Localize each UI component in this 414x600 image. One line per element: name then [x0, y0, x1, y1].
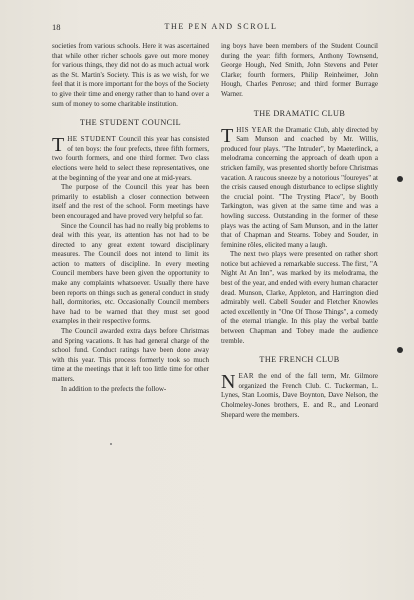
council-paragraph-2: The purpose of the Council this year has been primarily to establish a closer connection between itself and the rest of the school. Form meetings have been encouraged and have proved very helpful so far. [52, 183, 209, 220]
intro-paragraph: societies from various schools. Here it was ascertained that while other richer schools gave out more money for various things, they did not do as much actual work as the St. Martin's Society. This is as we wish, for we feel that it is more important for the boys of the Society to give their time and energy rather than to hand over a sum of money to some charitable institution. [52, 42, 209, 108]
running-title: THE PEN AND SCROLL [164, 22, 278, 31]
right-column [221, 42, 378, 420]
dramatic-club-heading: THE DRAMATIC CLUB [253, 108, 346, 118]
paragraph-text: Council this year has consisted of ten boys: the four prefects, three fifth formers, two fourth formers, and one third former. Two class elections were held to select these representatives, one at the beginning of the year and one at mid-years. [52, 135, 209, 182]
lead-words: EAR [238, 372, 255, 381]
council-paragraph-5: In addition to the prefects the follow- [61, 384, 167, 393]
paragraph-text: the end of the fall term, Mr. Gilmore organized the French Club. C. Tuckerman, L. Lynes, Stan Loomis, Dave Boynton, Dave Nelson, the Cholmeley-Jones brothers, E. and R., and Leonard Shepard were the members. [221, 372, 378, 419]
paper-speck [110, 443, 112, 445]
council-paragraph-3: Since the Council has had no really big problems to deal with this year, its attention has not had to be directed to any great extent toward disciplinary measures. The Council does not intend to limit its action to matters of discipline. In every meeting Council members have been given the opportunity to make any complaints whatsoever. Usually there have been reports on things such as general conduct in study hall, dormitories, etc. Occasionally Council members have had to be warned that they must set good examples in their respective forms. [52, 221, 209, 326]
page-header [52, 22, 384, 36]
left-column [52, 42, 209, 394]
paragraph-text: the Dramatic Club, ably directed by Sam Munson and coached by Mr. Willis, produced four plays. "The Intruder", by Maeterlinck, a melodrama concerning the approach of death upon a stricken family, was presented shortly before Christmas vacation. A raucous sneeze by a notorious "foureyes" at the crisis caused enough disturbance to eclipse slightly the crucial point. "The Trysting Place", by Booth Tarkington, was given at the same time and was a howling success. Outstanding in the former of these plays was the acting of Sam Munson, and in the latter that of Chapman and Stearns. Tobey and Souder, in feminine rôles, elicited many a laugh. [221, 125, 378, 249]
french-paragraph-1 [221, 372, 378, 420]
page-number: 18 [52, 22, 61, 32]
dramatic-paragraph-1 [221, 126, 378, 251]
council-paragraph-1 [52, 135, 209, 183]
drop-cap: T [52, 134, 65, 157]
drop-cap: T [221, 124, 234, 147]
binding-hole [397, 176, 403, 182]
drop-cap: N [221, 371, 236, 394]
lead-words: HIS YEAR [236, 125, 273, 134]
french-club-heading: THE FRENCH CLUB [259, 355, 340, 365]
council-members-paragraph: ing boys have been members of the Student Council during the year: fifth formers, Anthony Townsend, George Hough, Ned Smith, John Stevens and Peter Clarke; fourth formers, Philip Reinheimer, John Hough, Charles Penrose; and third former Burrage Warner. [221, 42, 378, 98]
binding-hole [397, 347, 403, 353]
student-council-heading: THE STUDENT COUNCIL [79, 118, 182, 128]
dramatic-paragraph-2: The next two plays were presented on rather short notice but achieved a remarkable success. The first, "A Night At An Inn", was marked by its melodrama, the best of the year, and ended with every human character dead. Munson, Clarke, Appleton, and Harrington died admirably well. Cabell Souder and Fletcher Knowles acted excellently in "One Of Those Things", a comedy of the eternal triangle. In this play the verbal battle between Chapman and Tobey made the audience tremble. [221, 250, 378, 345]
council-paragraph-4: The Council awarded extra days before Christmas and Spring vacations. It has had general charge of the school fund. Conduct ratings have been done away with this year. This process formerly took so much time at the meetings that it left too little time for other matters. [52, 327, 209, 383]
lead-words: HE STUDENT [67, 135, 117, 144]
